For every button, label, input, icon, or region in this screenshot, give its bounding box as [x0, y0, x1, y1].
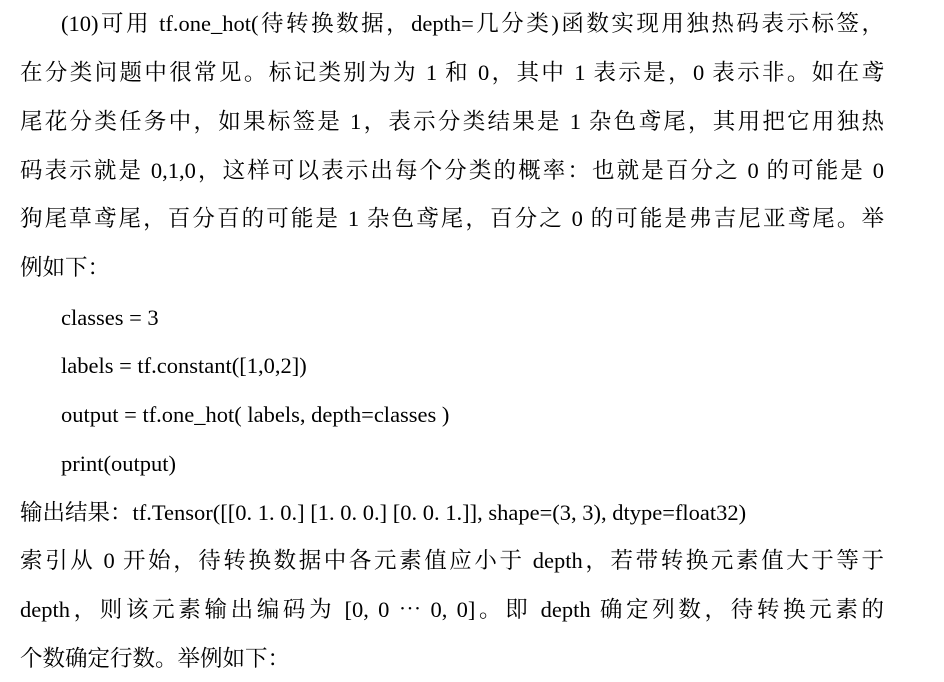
- output-result-line: 输出结果：tf.Tensor([[0. 1. 0.] [1. 0. 0.] [0. 0. 1.]], shape=(3, 3), dtype=float32): [20, 500, 747, 525]
- paragraph-line-13: depth，则该元素输出编码为 [0, 0 ⋯ 0, 0]。即 depth 确定列数，待转换元素的: [20, 597, 884, 622]
- paragraph-line-2: 在分类问题中很常见。标记类别为为 1 和 0，其中 1 表示是，0 表示非。如在鸢: [20, 60, 884, 85]
- code-line-classes: classes = 3: [61, 305, 159, 330]
- paragraph-line-1: (10)可用 tf.one_hot(待转换数据，depth=几分类)函数实现用独热码表示标签，: [61, 11, 884, 36]
- paragraph-line-12: 索引从 0 开始，待转换数据中各元素值应小于 depth，若带转换元素值大于等于: [20, 548, 884, 573]
- paragraph-line-3: 尾花分类任务中，如果标签是 1，表示分类结果是 1 杂色鸢尾，其用把它用独热: [20, 109, 884, 134]
- paragraph-line-4: 码表示就是 0,1,0，这样可以表示出每个分类的概率：也就是百分之 0 的可能是 0: [20, 158, 884, 183]
- code-line-print: print(output): [61, 451, 176, 476]
- paragraph-line-6: 例如下：: [20, 255, 111, 280]
- code-line-output: output = tf.one_hot( labels, depth=classes ): [61, 402, 450, 427]
- code-line-labels: labels = tf.constant([1,0,2]): [61, 353, 307, 378]
- paragraph-line-5: 狗尾草鸢尾，百分百的可能是 1 杂色鸢尾，百分之 0 的可能是弗吉尼亚鸢尾。举: [20, 206, 884, 231]
- paragraph-line-14: 个数确定行数。举例如下：: [20, 646, 291, 671]
